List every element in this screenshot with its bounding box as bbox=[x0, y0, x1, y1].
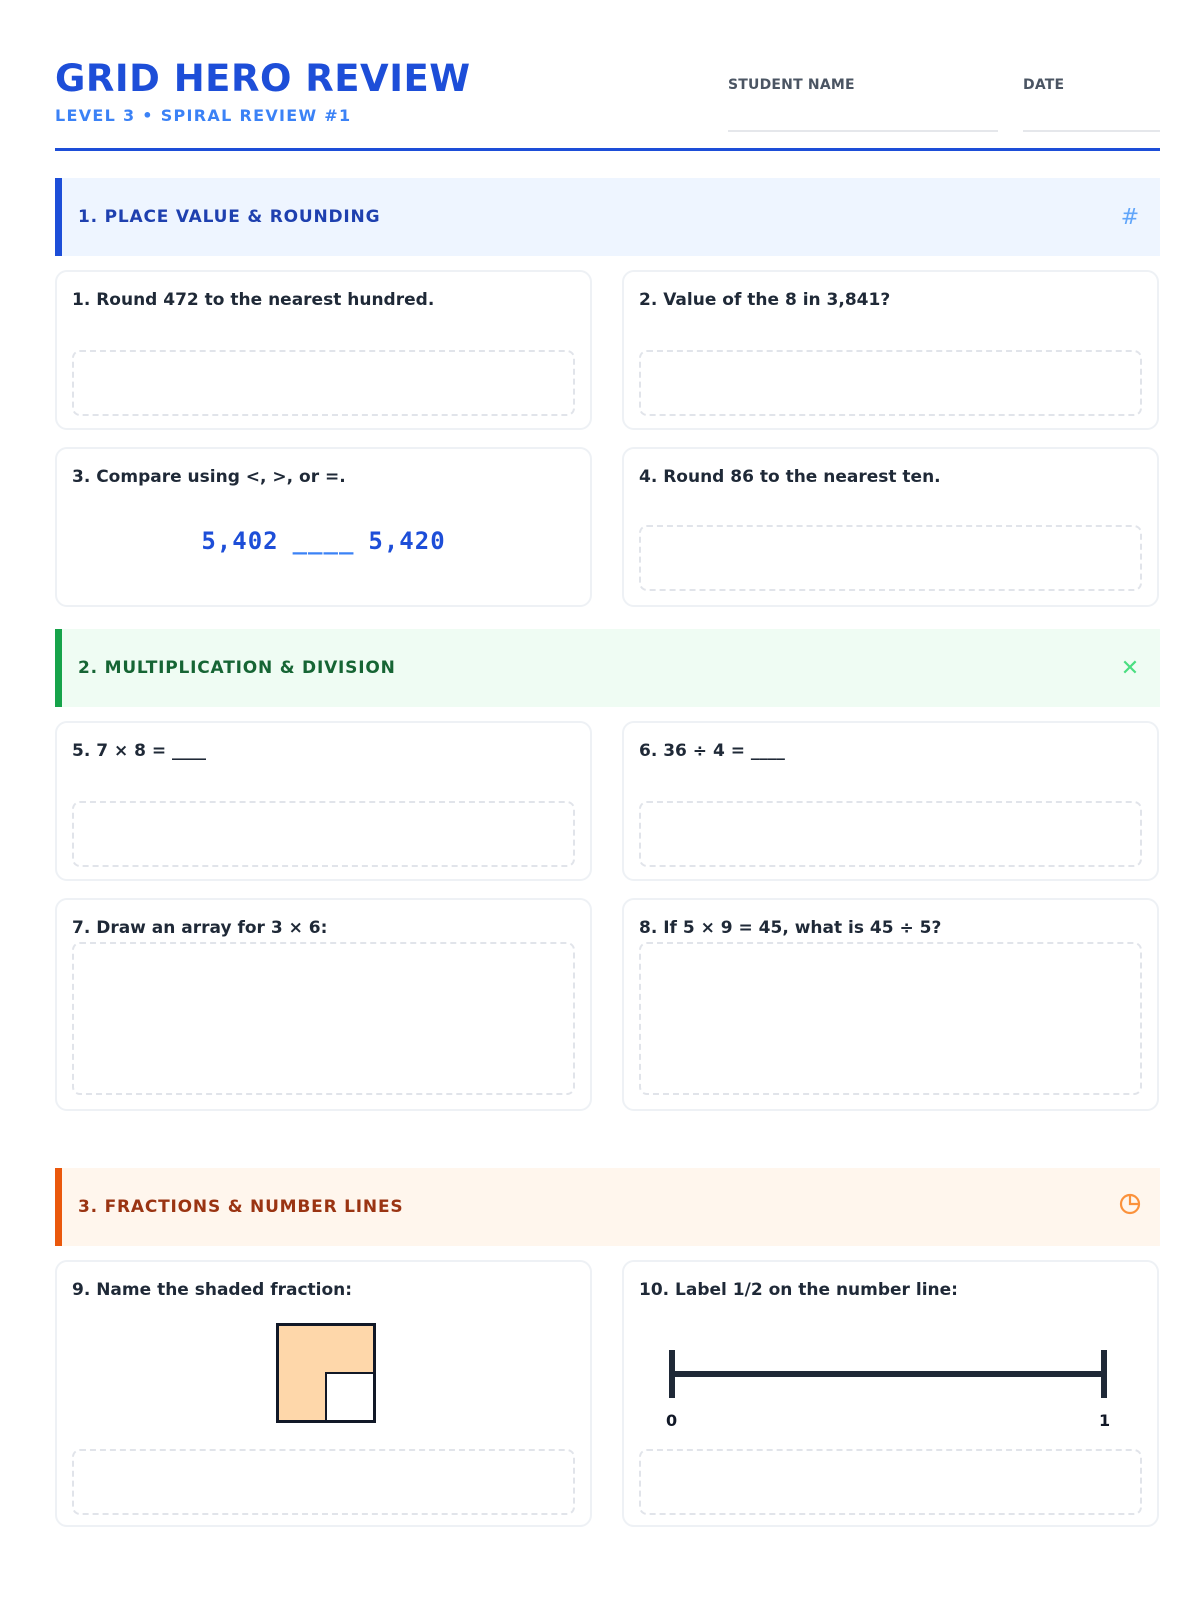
compare-right-number: 5,420 bbox=[368, 527, 446, 555]
section-title: 2. MULTIPLICATION & DIVISION bbox=[78, 658, 396, 678]
question-card-10 bbox=[622, 1260, 1159, 1527]
section-title: 1. PLACE VALUE & ROUNDING bbox=[78, 207, 381, 227]
answer-box[interactable] bbox=[639, 942, 1142, 1095]
student-name-field[interactable] bbox=[728, 77, 998, 93]
question-text: 6. 36 ÷ 4 = ____ bbox=[639, 741, 785, 761]
answer-box[interactable] bbox=[639, 801, 1142, 867]
question-card-1 bbox=[55, 270, 592, 430]
question-text: 9. Name the shaded fraction: bbox=[72, 1280, 353, 1300]
date-field[interactable] bbox=[1023, 77, 1160, 93]
answer-box[interactable] bbox=[72, 350, 575, 416]
number-line-end-label: 1 bbox=[1099, 1411, 1111, 1430]
unshaded-quarter bbox=[325, 1372, 373, 1420]
question-card-9 bbox=[55, 1260, 592, 1527]
question-text: 4. Round 86 to the nearest ten. bbox=[639, 467, 941, 487]
compare-expression bbox=[57, 527, 590, 555]
number-line[interactable] bbox=[654, 1346, 1114, 1402]
fraction-square bbox=[276, 1323, 376, 1423]
question-card-6 bbox=[622, 721, 1159, 881]
question-text: 8. If 5 × 9 = 45, what is 45 ÷ 5? bbox=[639, 918, 942, 938]
hash-icon: # bbox=[1120, 204, 1140, 230]
section-multiplication-division bbox=[55, 629, 1160, 707]
question-text: 5. 7 × 8 = ____ bbox=[72, 741, 207, 761]
question-card-8 bbox=[622, 898, 1159, 1111]
worksheet-subtitle: LEVEL 3 • SPIRAL REVIEW #1 bbox=[55, 106, 352, 125]
drawing-area[interactable] bbox=[72, 942, 575, 1095]
pie-chart-icon bbox=[1116, 1192, 1144, 1222]
worksheet-title: GRID HERO REVIEW bbox=[55, 57, 471, 100]
question-text: 1. Round 472 to the nearest hundred. bbox=[72, 290, 435, 310]
question-text: 10. Label 1/2 on the number line: bbox=[639, 1280, 958, 1300]
answer-box[interactable] bbox=[639, 525, 1142, 591]
date-label: DATE bbox=[1023, 77, 1065, 93]
answer-box[interactable] bbox=[639, 1449, 1142, 1515]
answer-box[interactable] bbox=[72, 801, 575, 867]
times-icon: ✕ bbox=[1120, 655, 1140, 681]
compare-blank[interactable]: ____ bbox=[292, 527, 355, 555]
question-card-4 bbox=[622, 447, 1159, 607]
worksheet-header bbox=[55, 55, 1160, 151]
question-card-5 bbox=[55, 721, 592, 881]
section-title: 3. FRACTIONS & NUMBER LINES bbox=[78, 1197, 404, 1217]
question-text: 3. Compare using <, >, or =. bbox=[72, 467, 346, 487]
compare-left-number: 5,402 bbox=[201, 527, 279, 555]
question-card-7 bbox=[55, 898, 592, 1111]
question-card-3 bbox=[55, 447, 592, 607]
answer-box[interactable] bbox=[639, 350, 1142, 416]
question-card-2 bbox=[622, 270, 1159, 430]
question-text: 2. Value of the 8 in 3,841? bbox=[639, 290, 891, 310]
question-text: 7. Draw an array for 3 × 6: bbox=[72, 918, 328, 938]
answer-box[interactable] bbox=[72, 1449, 575, 1515]
section-place-value bbox=[55, 178, 1160, 256]
student-name-label: STUDENT NAME bbox=[728, 77, 855, 93]
number-line-start-label: 0 bbox=[666, 1411, 678, 1430]
student-name-line[interactable] bbox=[728, 130, 998, 132]
section-fractions bbox=[55, 1168, 1160, 1246]
date-line[interactable] bbox=[1023, 130, 1160, 132]
